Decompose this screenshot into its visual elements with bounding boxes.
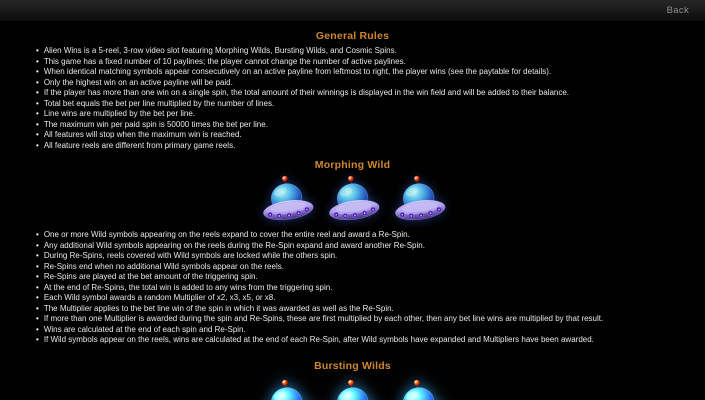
- ufo-icon: [389, 377, 449, 400]
- rule-item: • Each Wild symbol awards a random Multiplier of x2, x3, x5, or x8.: [36, 293, 691, 304]
- rules-list: [0, 46, 705, 151]
- rule-item: • If more than one Multiplier is awarded during the spin and Re-Spins, these are first multiplied by each other, then any bet line wins are multiplied by that result.: [36, 314, 691, 325]
- ufo-icon: [257, 377, 317, 400]
- rule-item: • During Re-Spins, reels covered with Wild symbols are locked while the others spin.: [36, 251, 691, 262]
- rule-item: • This game has a fixed number of 10 paylines; the player cannot change the number of active paylines.: [36, 57, 691, 68]
- section-title: Bursting Wilds: [314, 359, 391, 372]
- rule-item: • Total bet equals the bet per line multiplied by the number of lines.: [36, 99, 691, 110]
- rule-item: • If Wild symbols appear on the reels, wins are calculated at the end of each Re-Spin, after Wild symbols have expanded and Multipliers have been awarded.: [36, 335, 691, 346]
- ufo-icon: [323, 173, 383, 225]
- ufo-icon: [257, 173, 317, 225]
- rule-item: • Only the highest win on an active payline will be paid.: [36, 78, 691, 89]
- ufo-icon: [389, 173, 449, 225]
- rule-item: • All feature reels are different from primary game reels.: [36, 141, 691, 152]
- rule-item: • All features will stop when the maximum win is reached.: [36, 130, 691, 141]
- rule-item: • Line wins are multiplied by the bet per line.: [36, 109, 691, 120]
- rule-item: • Re-Spins are played at the bet amount of the triggering spin.: [36, 272, 691, 283]
- section-title: Morphing Wild: [314, 159, 391, 171]
- bursting-wilds-symbols: [0, 377, 705, 400]
- section-morphing-wild: [0, 159, 705, 346]
- rule-item: • Wins are calculated at the end of each spin and Re-Spin.: [36, 325, 691, 336]
- rule-item: • The maximum win per paid spin is 50000 times the bet per line.: [36, 120, 691, 131]
- rule-item: • Any additional Wild symbols appearing on the reels during the Re-Spin expand and award another Re-Spin.: [36, 241, 691, 252]
- section-general-rules: [0, 30, 705, 151]
- rule-item: • If the player has more than one win on a single spin, the total amount of their winnings is displayed in the win field and will be added to their balance.: [36, 88, 691, 99]
- section-title: General Rules: [315, 30, 390, 42]
- top-bar: [0, 0, 705, 22]
- morphing-wild-symbols: [0, 173, 705, 223]
- rule-item: • Re-Spins end when no additional Wild symbols appear on the reels.: [36, 262, 691, 273]
- rule-item: • The Multiplier applies to the bet line win of the spin in which it was awarded as well as the Re-Spin.: [36, 304, 691, 315]
- rules-list: [0, 230, 705, 346]
- section-bursting-wilds: [0, 360, 705, 400]
- rule-item: • Alien Wins is a 5-reel, 3-row video slot featuring Morphing Wilds, Bursting Wilds, and Cosmic Spins.: [36, 46, 691, 57]
- back-button[interactable]: Back: [666, 5, 689, 16]
- rule-item: • When identical matching symbols appear consecutively on an active payline from leftmost to right, the player wins (see the paytable for details).: [36, 67, 691, 78]
- rule-item: • At the end of Re-Spins, the total win is added to any wins from the triggering spin.: [36, 283, 691, 294]
- rule-item: • One or more Wild symbols appearing on the reels expand to cover the entire reel and award a Re-Spin.: [36, 230, 691, 241]
- ufo-icon: [323, 377, 383, 400]
